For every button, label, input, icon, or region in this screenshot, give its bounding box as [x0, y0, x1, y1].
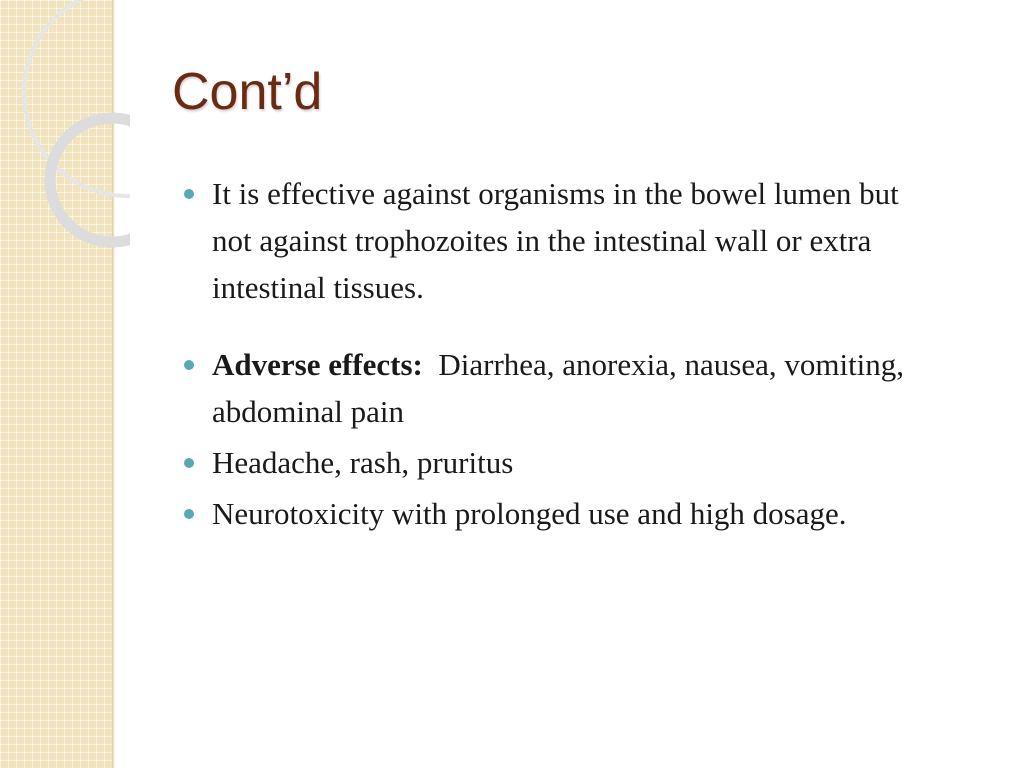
- slide-title: Cont’d: [172, 63, 323, 121]
- bullet-item: [182, 439, 942, 486]
- bullet-text: It is effective against organisms in the bowel lumen but not against trophozoites in the intestinal wall or extra intestinal tissues.: [212, 176, 899, 305]
- bullet-text: Neurotoxicity with prolonged use and high dosage.: [212, 496, 847, 531]
- bullet-item: [182, 490, 942, 537]
- bullet-dot-icon: [184, 189, 194, 199]
- bullet-list: [182, 170, 942, 537]
- decorative-circles: [0, 0, 130, 260]
- bullet-dot-icon: [184, 360, 194, 370]
- bullet-text: Diarrhea, anorexia, nausea, vomiting, abdominal pain: [212, 347, 912, 429]
- bullet-bold-label: Adverse effects:: [212, 347, 423, 382]
- decorative-ring-large: [24, 0, 130, 196]
- decorative-ring-small: [50, 118, 130, 242]
- bullet-text: Headache, rash, pruritus: [212, 445, 514, 480]
- bullet-dot-icon: [184, 509, 194, 519]
- bullet-item: [182, 341, 942, 435]
- bullet-item: [182, 170, 942, 311]
- bullet-dot-icon: [184, 458, 194, 468]
